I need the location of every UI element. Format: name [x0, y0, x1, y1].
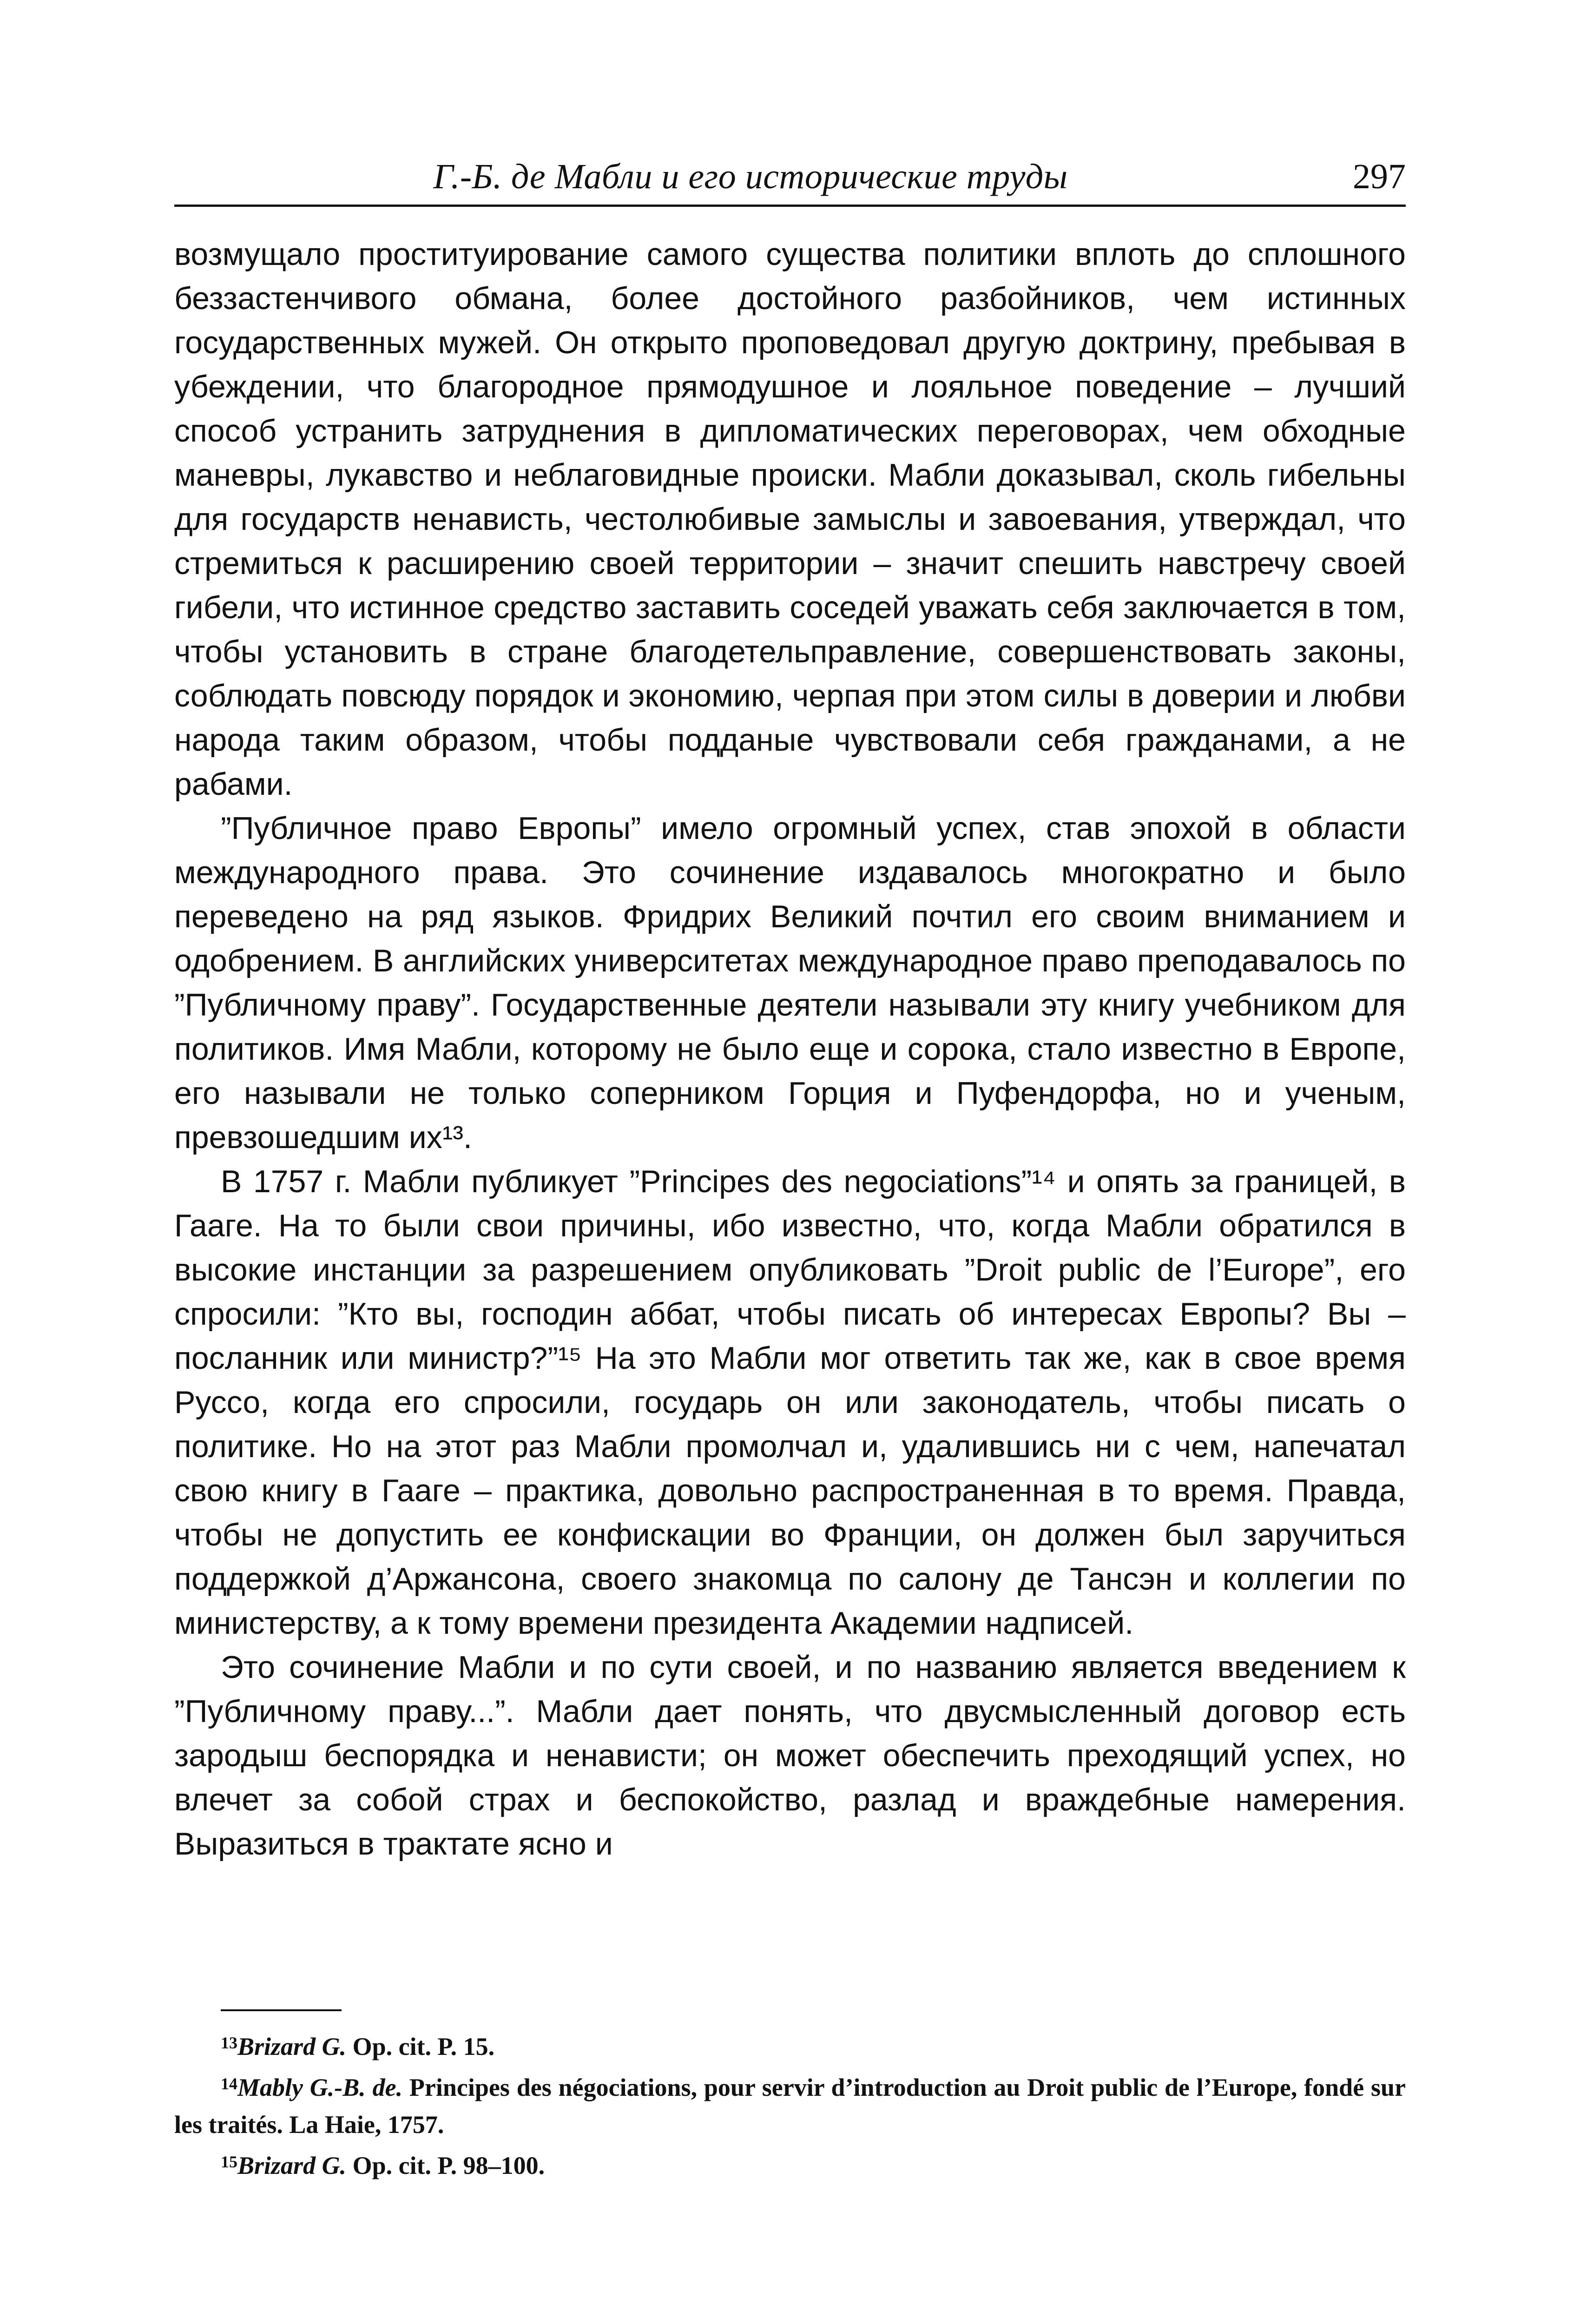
footnote-number: 15 [221, 2152, 237, 2171]
footnote-author: Brizard G. [237, 2152, 347, 2179]
footnote [174, 2024, 1406, 2065]
footnote-author: Mably G.-B. de. [237, 2073, 403, 2101]
footnote-number: 14 [221, 2074, 237, 2093]
footnote-text: Principes des négociations, pour servir d’introduction au Droit public de l’Europe, fondé sur les traités. La Haie, 1757. [174, 2073, 1406, 2139]
running-head [174, 153, 1406, 205]
footnote-author: Brizard G. [237, 2033, 347, 2060]
footnote-text: Op. cit. P. 15. [346, 2033, 495, 2060]
footnote-rule [221, 2009, 342, 2011]
paragraph: ”Публичное право Европы” имело огромный успех, став эпохой в области международного права. Это сочинение издавалось многократно и было переведено на ряд языков. Фридрих Великий почтил его своим вниманием и одобрением. В английских университетах международное право преподавалось по ”Публичному праву”. Государственные деятели называли эту книгу учебником для политиков. Имя Мабли, которому не было еще и сорока, стало известно в Европе, его называли не только соперником Горция и Пуфендорфа, но и ученым, превзошедшим их¹³. [174, 811, 1406, 1155]
footnote [174, 2065, 1406, 2143]
footnote-text: Op. cit. P. 98–100. [346, 2152, 545, 2179]
body-text [174, 232, 1406, 1866]
page-number: 297 [1353, 157, 1406, 196]
paragraph: Это сочинение Мабли и по сути своей, и по названию является введением к ”Публичному праву...”. Мабли дает понять, что двусмысленный договор есть зародыш беспорядка и ненависти; он может обеспечить преходящий успех, но влечет за собой страх и беспокойство, разлад и враждебные намерения. Выразиться в трактате ясно и [174, 1650, 1406, 1862]
footnote-number: 13 [221, 2034, 237, 2052]
header-rule [174, 205, 1406, 207]
paragraph: возмущало проституирование самого существа политики вплоть до сплошного беззастенчивого обмана, более достойного разбойников, чем истинных государственных мужей. Он открыто проповедовал другую доктрину, пребывая в убеждении, что благородное прямодушное и лояльное поведение – лучший способ устранить затруднения в дипломатических переговорах, чем обходные маневры, лукавство и неблаговидные происки. Мабли доказывал, сколь гибельны для государств ненависть, честолюбивые замыслы и завоевания, утверждал, что стремиться к расширению своей территории – значит спешить навстречу своей гибели, что истинное средство заставить соседей уважать себя заключается в том, чтобы установить в стране благодетельправление, совершенствовать законы, соблюдать повсюду порядок и экономию, черпая при этом силы в доверии и любви народа таким образом, чтобы подданые чувствовали себя гражданами, а не рабами. [174, 237, 1406, 802]
running-title: Г.-Б. де Мабли и его исторические труды [433, 157, 1068, 196]
footnote [174, 2143, 1406, 2184]
footnotes [174, 2024, 1406, 2184]
paragraph: В 1757 г. Мабли публикует ”Principes des negociations”¹⁴ и опять за границей, в Гааге. На то были свои причины, ибо известно, что, когда Мабли обратился в высокие инстанции за разрешением опубликовать ”Droit public de l’Europe”, его спросили: ”Кто вы, господин аббат, чтобы писать об интересах Европы? Вы – посланник или министр?”¹⁵ На это Мабли мог ответить так же, как в свое время Руссо, когда его спросили, государь он или законодатель, чтобы писать о политике. Но на этот раз Мабли промолчал и, удалившись ни с чем, напечатал свою книгу в Гааге – практика, довольно распространенная в то время. Правда, чтобы не допустить ее конфискации во Франции, он должен был заручиться поддержкой д’Аржансона, своего знакомца по салону де Тансэн и коллегии по министерству, а к тому времени президента Академии надписей. [174, 1164, 1406, 1641]
